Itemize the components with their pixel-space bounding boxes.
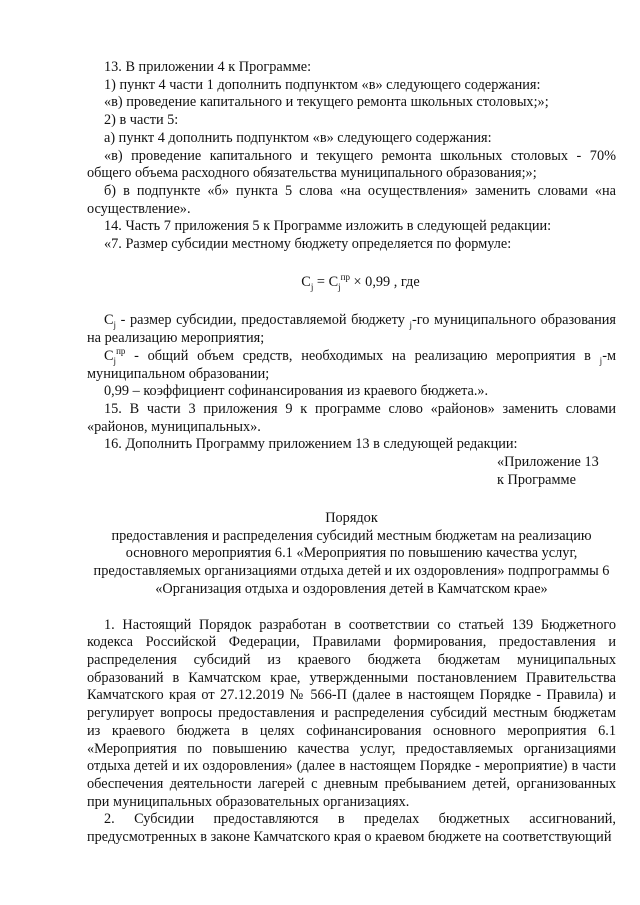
subsidy-formula (87, 271, 616, 292)
paragraph-13-2-a: а) пункт 4 дополнить подпунктом «в» следующего содержания: (104, 129, 492, 146)
procedure-title-line-4: «Организация отдыха и оздоровления детей в Камчатском крае» (155, 580, 548, 597)
definition-cpr-j: j (599, 355, 603, 366)
formula-tail: × 0,99 , где (349, 273, 420, 290)
appendix-label (497, 454, 616, 489)
procedure-title-line-3: предоставляемых организациями отдыха детей и их оздоровления» подпрограммы 6 (93, 563, 610, 580)
paragraph-14: 14. Часть 7 приложения 5 к Программе изложить в следующей редакции: (104, 218, 552, 235)
paragraph-13-1-v: «в) проведение капитального и текущего ремонта школьных столовых;»; (104, 94, 549, 111)
paragraph-13: 13. В приложении 4 к Программе: (104, 59, 312, 75)
paragraph-16: 16. Дополнить Программу приложением 13 в следующей редакции: (104, 436, 518, 453)
procedure-item-1: 1. Настоящий Порядок разработан в соответствии со статьей 139 Бюджетного кодекса Российской Федерации, Правилами формирования, предоставления и распределения субсидий из краевого бюджета бюджетам муниципальных образований в Камчатском крае, утвержденными постановлением Правительства Камчатского края от 27.12.2019 № 566-П (далее в настоящем Порядке - Правила) и регулирует вопросы предоставления и распределения субсидий местным бюджетам из краевого бюджета в целях софинансирования основного мероприятия 6.1 «Мероприятия по повышению качества услуг, предоставляемых организациями отдыха детей и их оздоровления» (далее в настоящем Порядке - мероприятие) в части обеспечения деятельности лагерей с дневным пребыванием детей, организованных при муниципальных образовательных организациях. (87, 616, 616, 810)
procedure-title-line-1: предоставления и распределения субсидий местным бюджетам на реализацию (111, 527, 592, 544)
paragraph-14-7: «7. Размер субсидии местному бюджету определяется по формуле: (104, 236, 512, 253)
appendix-line-1: «Приложение 13 (497, 454, 599, 471)
definition-c-text-1: - размер субсидии, предоставляемой бюджету (116, 312, 410, 329)
appendix-line-2: к Программе (497, 471, 576, 488)
definition-c-j: j (409, 320, 412, 331)
definition-cpr-text-2: -м муниципальном образовании; (87, 347, 616, 382)
definition-cpr-text-1: - общий объем средств, необходимых на реализацию мероприятия в (125, 347, 600, 364)
definition-cpr (87, 348, 616, 383)
definition-c (87, 312, 616, 347)
formula-rhs-superscript: пр (340, 271, 350, 282)
paragraph-13-2: 2) в части 5: (104, 112, 179, 129)
formula-lhs-index: j (310, 281, 314, 292)
formula-equals: = C (313, 273, 339, 290)
formula-lhs: C (301, 273, 311, 290)
definition-cpr-superscript: пр (116, 346, 126, 357)
definition-c-index: j (113, 320, 117, 331)
procedure-heading: Порядок (325, 510, 378, 527)
paragraph-15: 15. В части 3 приложения 9 к программе слово «районов» заменить словами «районов, муниципальных». (87, 400, 616, 435)
paragraph-13-2-b: б) в подпункте «б» пункта 5 слова «на осуществления» заменить словами «на осуществление». (87, 182, 616, 217)
paragraph-13-1: 1) пункт 4 части 1 дополнить подпунктом «в» следующего содержания: (104, 76, 541, 93)
document-body (87, 59, 616, 847)
procedure-item-2: 2. Субсидии предоставляются в пределах бюджетных ассигнований, предусмотренных в законе Камчатского края о краевом бюджете на соответствующий (87, 811, 616, 846)
paragraph-13-2-v: «в) проведение капитального и текущего ремонта школьных столовых - 70% общего объема расходного обязательства муниципального образования;»; (87, 147, 616, 182)
procedure-title-line-2: основного мероприятия 6.1 «Мероприятия по повышению качества услуг, (125, 545, 578, 562)
formula-rhs-index: j (338, 281, 341, 292)
definition-cpr-symbol: C (104, 347, 114, 364)
definition-c-symbol: C (104, 312, 114, 329)
definition-coefficient: 0,99 – коэффициент софинансирования из краевого бюджета.». (104, 383, 489, 400)
definition-cpr-index: j (113, 355, 117, 366)
definition-c-text-2: -го муниципального образования на реализацию мероприятия; (87, 312, 616, 347)
procedure-title (87, 510, 616, 599)
